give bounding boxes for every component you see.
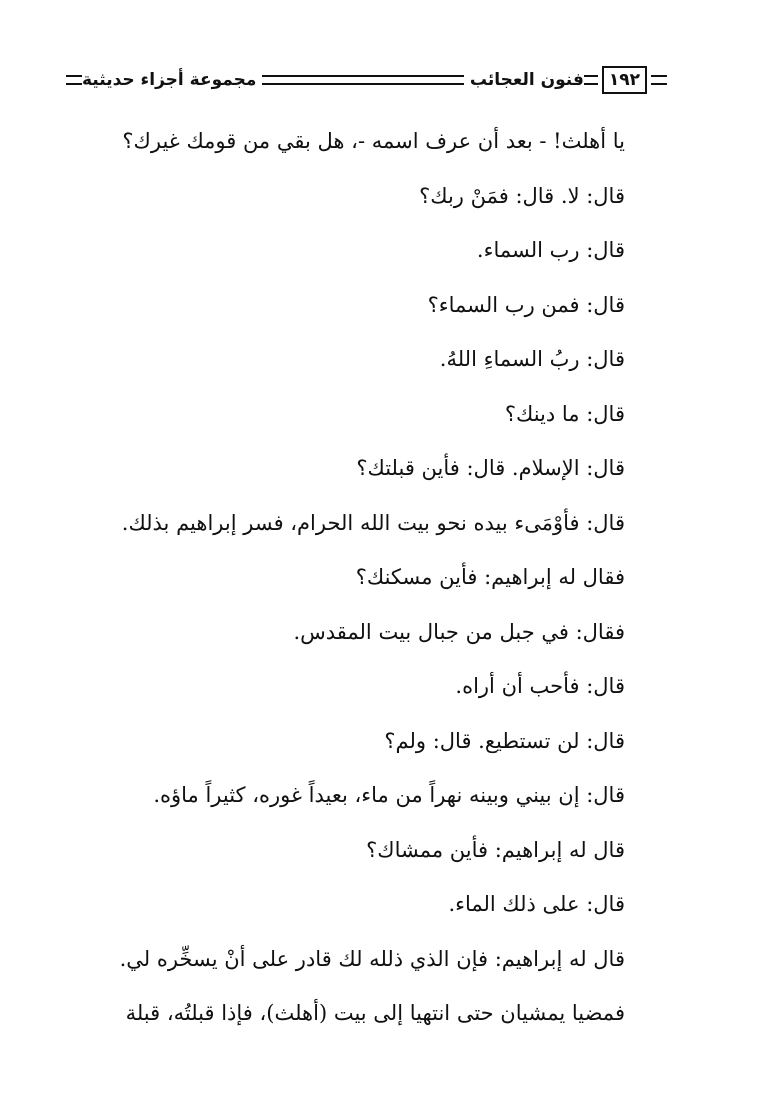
book-title: فنون العجائب: [469, 70, 584, 90]
text-line: يا أهلث! - بعد أن عرف اسمه -، هل بقي من قومك غيرك؟: [122, 129, 625, 153]
header-rule-small: [584, 75, 598, 85]
text-line: قال: لا. قال: فمَنْ ربك؟: [419, 183, 625, 208]
text-line: قال: فأحب أن أراه.: [455, 674, 625, 698]
header-rule-middle: [262, 75, 463, 85]
text-line: قال: رب السماء.: [476, 238, 625, 262]
page-body: [70, 114, 625, 1041]
text-line: قال: إن بيني وبينه نهراً من ماء، بعيداً غوره، كثيراً ماؤه.: [153, 783, 625, 807]
header-rule-right: [651, 75, 667, 85]
text-line: قال: ربُ السماءِ اللهُ.: [439, 347, 625, 371]
header-rule-left: [66, 75, 82, 85]
page-number: ١٩٢: [602, 66, 647, 94]
text-line: قال: فمن رب السماء؟: [427, 292, 625, 317]
text-line: فقال: في جبل من جبال بيت المقدس.: [293, 619, 625, 644]
text-line: قال: ما دينك؟: [504, 401, 625, 426]
text-line: قال له إبراهيم: فإن الذي ذلله لك قادر على أنْ يسخِّره لي.: [119, 946, 625, 971]
running-header: [62, 62, 667, 98]
text-line: فمضيا يمشيان حتى انتهيا إلى بيت (أهلث)، فإذا قبلتُه، قبلة: [125, 1001, 625, 1025]
text-line: قال: فأوْمَىء بيده نحو بيت الله الحرام، فسر إبراهيم بذلك.: [121, 510, 625, 535]
text-line: قال: لن تستطيع. قال: ولم؟: [384, 728, 625, 753]
text-line: قال له إبراهيم: فأين ممشاك؟: [366, 837, 625, 862]
series-title: مجموعة أجزاء حديثية: [82, 70, 257, 90]
text-line: قال: على ذلك الماء.: [448, 892, 625, 916]
text-line: قال: الإسلام. قال: فأين قبلتك؟: [356, 456, 625, 480]
text-line: فقال له إبراهيم: فأين مسكنك؟: [355, 565, 625, 589]
